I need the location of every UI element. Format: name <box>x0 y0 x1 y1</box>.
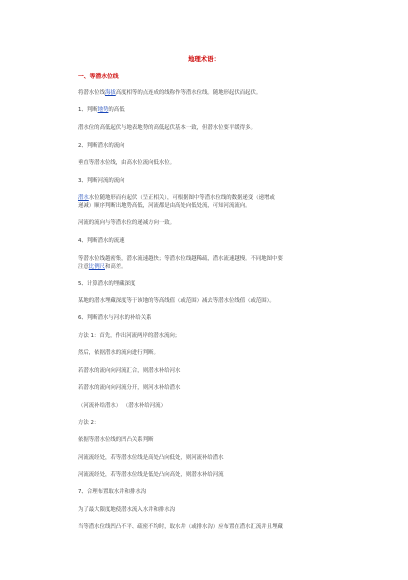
paragraph: 等潜水位线越密集，潜水流速越快；等潜水位线越稀疏，潜水流速越慢。不同地图中要 <box>78 256 283 262</box>
paragraph: 若潜水的流向向河流分开，则河水补给潜水 <box>78 385 181 391</box>
subheading: 6、判断潜水与河水的补给关系 <box>78 315 152 321</box>
text-fragment: 的高低 <box>108 107 125 113</box>
paragraph <box>78 195 275 202</box>
text-fragment: 和高差。 <box>104 264 127 270</box>
link-bilichi[interactable]: 比例尺 <box>88 264 105 270</box>
paragraph: 为了最大限度地使潜水流入水井和排水沟 <box>78 507 176 513</box>
text-fragment: 高度相等的点连成的线称作等潜水位线。随地形起伏而起伏。 <box>115 90 262 96</box>
subheading <box>78 107 125 114</box>
paragraph: 河流流经处，若等潜水位线是低处凸向高处，则潜水补给河流 <box>78 472 224 478</box>
paragraph: 垂直等潜水位线，由高水位流向低水位。 <box>78 160 176 166</box>
text-fragment: 将潜水位线 <box>78 90 105 96</box>
paragraph: 若潜水的流向向河流汇合，则潜水补给河水 <box>78 368 181 374</box>
subheading: 2、判断潜水的流向 <box>78 143 125 149</box>
paragraph: （河流补给潜水） （潜水补给河流） <box>78 403 166 409</box>
link-haiba[interactable]: 海拔 <box>104 90 116 96</box>
text-fragment: 1、判断 <box>78 107 98 113</box>
text-fragment: 注意 <box>78 264 89 270</box>
paragraph-continuation: 递减）顺序判断出地势高低，河流都是由高处向低处流，可知河流流向。 <box>78 203 251 209</box>
paragraph: 方法 1：首先，作出河流两岸的潜水流向； <box>78 333 181 339</box>
paragraph: 潜水位的高低起伏与地表地势的高低起伏基本一致，但潜水位要平缓得多。 <box>78 125 256 131</box>
link-qianshui[interactable]: 潜水 <box>78 195 89 201</box>
paragraph-continuation <box>78 264 127 271</box>
paragraph <box>78 90 261 97</box>
link-dishi[interactable]: 地势 <box>97 107 109 113</box>
paragraph: 某地的潜水埋藏深度等于该地的等高线值（或范围）减去等潜水位线值（或范围）。 <box>78 298 275 304</box>
subheading: 5、计算潜水的埋藏深度 <box>78 281 136 287</box>
section-heading: 一、等潜水位线 <box>78 74 119 80</box>
paragraph: 当等潜水位线凹凸不平、疏密不均时，取水井（或排水沟）应布置在潜水汇流并且埋藏 <box>78 524 283 530</box>
paragraph: 河流的流向与等潜水位的递减方向一致。 <box>78 220 176 226</box>
paragraph: 依据等潜水位线的凹凸关系判断 <box>78 437 154 443</box>
subheading: 4、判断潜水的流速 <box>78 238 125 244</box>
subheading: 7、合理布置取水井和排水沟 <box>78 489 147 495</box>
text-fragment: 水位随地形而有起伏（呈正相关），可根据图中等潜水位线的数据递变（递增或 <box>88 195 275 201</box>
subheading: 3、判断河流的流向 <box>78 178 125 184</box>
paragraph: 方法 2： <box>78 420 100 426</box>
document-title: 地理术语： <box>188 55 220 63</box>
paragraph: 河流流经处，若等潜水位线是高处凸向低处，则河流补给潜水 <box>78 455 224 461</box>
paragraph: 然后，依据潜水的流向进行判断。 <box>78 350 159 356</box>
